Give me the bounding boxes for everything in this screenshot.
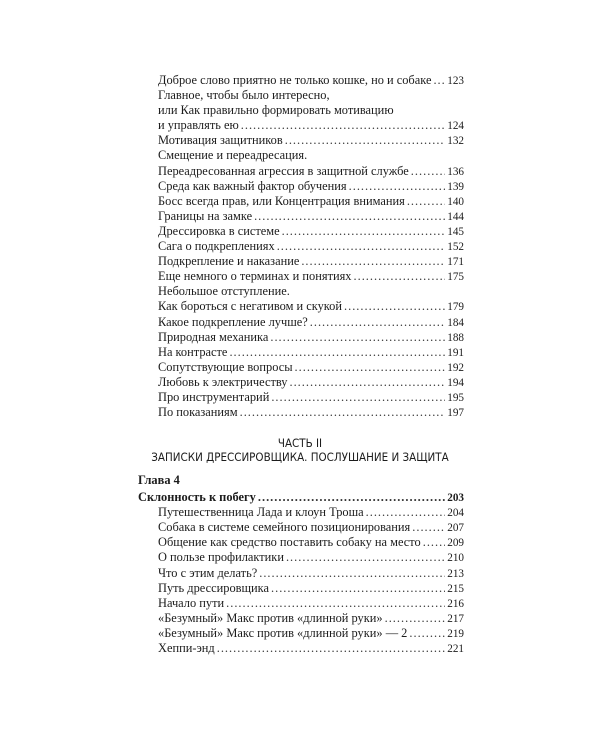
toc-leader [241,118,445,133]
toc-leader [240,405,446,420]
toc-entry-title: Доброе слово приятно не только кошке, но и собаке [158,73,432,87]
toc-entry-page: 123 [447,75,464,87]
toc-entry [138,505,464,520]
toc-entry-title: Общение как средство поставить собаку на место [158,535,421,550]
chapter-page: 203 [447,492,464,505]
toc-entry [158,360,464,375]
toc-leader [409,626,445,641]
toc-entry-title: Природная механика [158,329,269,344]
toc-entry [158,239,464,254]
toc-leader [301,254,445,269]
toc-entry [158,345,464,360]
toc-entry [138,550,464,565]
toc-entry-title: и управлять ею [158,118,239,133]
part-heading [30,436,570,464]
toc-leader [271,390,445,405]
toc-entry-title: Сопутствующие вопросы [158,359,293,374]
toc-entry-page: 140 [447,195,464,208]
toc-entry [158,164,464,179]
toc-entry-page: 188 [447,331,464,344]
toc-entry-title: Путешественница Лада и клоун Троша [158,505,364,520]
toc-entry-page: 204 [447,507,464,520]
toc-entry-page: 192 [447,361,464,374]
toc-entry-title: Любовь к электричеству [158,374,288,389]
toc-entry [158,254,464,269]
toc-entry-page: 144 [447,210,464,223]
part-title: ЗАПИСКИ ДРЕССИРОВЩИКА. ПОСЛУШАНИЕ И ЗАЩИТА [151,450,449,464]
toc-entry-page: 184 [447,316,464,329]
toc-leader [344,299,445,314]
toc-entry [158,118,464,133]
toc-entry-page: 210 [447,552,464,565]
toc-leader [229,345,445,360]
toc-entry-page: 132 [447,135,464,148]
toc-entry [138,626,464,641]
toc-leader [277,239,446,254]
toc-entry [158,73,464,88]
toc-entry-page: 175 [447,271,464,284]
toc-entry-line: Небольшое отступление. [158,284,290,299]
toc-leader [254,209,445,224]
toc-entry-title: Босс всегда прав, или Концентрация внимания [158,193,405,208]
toc-leader [423,535,446,550]
toc-entry [158,194,464,209]
part-label: ЧАСТЬ II [277,436,323,450]
toc-entry-page: 171 [447,256,464,269]
toc-entry [138,611,464,626]
toc-entry-page: 124 [447,120,464,133]
toc-section-top [158,73,464,420]
toc-leader [282,224,446,239]
toc-leader [411,164,445,179]
toc-entry-page: 213 [447,567,464,580]
toc-entry [158,133,464,148]
toc-leader [226,596,445,611]
toc-leader [271,581,445,596]
chapter-label: Глава 4 [138,473,180,487]
toc-entry-title: Сага о подкреплениях [158,239,275,254]
toc-leader [354,269,446,284]
toc-entry [138,581,464,596]
toc-entry [158,330,464,345]
toc-leader [366,505,446,520]
toc-entry-title: Еще немного о терминах и понятиях [158,269,352,284]
toc-entry-line: Главное, чтобы было интересно, [158,88,330,103]
toc-entry-page: 191 [447,346,464,359]
toc-leader [286,550,445,565]
toc-entry [158,209,464,224]
chapter-entry [138,490,464,505]
toc-entry-line: или Как правильно формировать мотивацию [158,103,394,118]
toc-entry-title: Среда как важный фактор обучения [158,178,347,193]
toc-entry-title: Хеппи-энд [158,641,215,656]
toc-entry [158,405,464,420]
toc-entry [158,375,464,390]
toc-entry-title: Что с этим делать? [158,565,258,580]
toc-leader [385,611,446,626]
toc-entry-title: Границы на замке [158,208,253,223]
toc-entry-title: О пользе профилактики [158,550,284,565]
toc-leader [289,375,445,390]
chapter-title: Склонность к побегу [138,490,256,505]
toc-entry-page: 195 [447,391,464,404]
toc-entry-page: 216 [447,597,464,610]
toc-entry-page: 179 [447,301,464,314]
toc-leader [310,315,445,330]
toc-entry-title: Переадресованная агрессия в защитной службе [158,163,409,178]
toc-entry-page: 221 [447,643,464,656]
toc-leader [259,566,445,581]
toc-entry [138,641,464,656]
toc-entry-page: 197 [447,407,464,420]
toc-leader [412,520,445,535]
toc-leader [407,194,445,209]
toc-entry [158,315,464,330]
toc-entry [158,299,464,314]
toc-leader [295,360,446,375]
toc-entry-page: 219 [447,627,464,640]
toc-entry-title: Мотивация защитников [158,133,283,148]
toc-entry [158,390,464,405]
toc-entry-page: 217 [447,612,464,625]
toc-entry-title: Подкрепление и наказание [158,254,300,269]
toc-entry-page: 215 [447,582,464,595]
toc-entry-page: 209 [447,537,464,550]
toc-entry-title: На контрасте [158,344,228,359]
toc-leader [270,330,445,345]
toc-entry [158,224,464,239]
toc-leader [217,641,445,656]
toc-entry-title: Путь дрессировщика [158,580,269,595]
toc-entry-title: Какое подкрепление лучше? [158,314,308,329]
toc-entry-title: Про инструментарий [158,389,270,404]
toc-entry [138,520,464,535]
toc-entry [138,566,464,581]
toc-entry-page: 152 [447,241,464,254]
toc-section-bottom [138,473,464,656]
toc-entry [158,179,464,194]
toc-entry-title: По показаниям [158,405,238,420]
toc-entry [138,596,464,611]
toc-entry [138,535,464,550]
toc-entry-page: 207 [447,522,464,535]
toc-entry-page: 136 [447,165,464,178]
toc-entry [158,269,464,284]
toc-entry-title: «Безумный» Макс против «длинной руки» — 2 [158,625,408,640]
toc-entry-page: 139 [447,180,464,193]
toc-entry-title: Собака в системе семейного позиционирования [158,520,411,535]
toc-entry-page: 194 [447,376,464,389]
toc-entry-page: 145 [447,225,464,238]
toc-entry-title: Как бороться с негативом и скукой [158,299,342,314]
toc-entry-title: «Безумный» Макс против «длинной руки» [158,610,383,625]
toc-leader [349,179,446,194]
toc-entry-line: Смещение и переадресация. [158,148,308,163]
toc-leader [285,133,446,148]
toc-leader [258,490,445,505]
toc-entry-title: Начало пути [158,595,225,610]
toc-leader [433,73,445,88]
toc-entry-title: Дрессировка в системе [158,223,280,238]
